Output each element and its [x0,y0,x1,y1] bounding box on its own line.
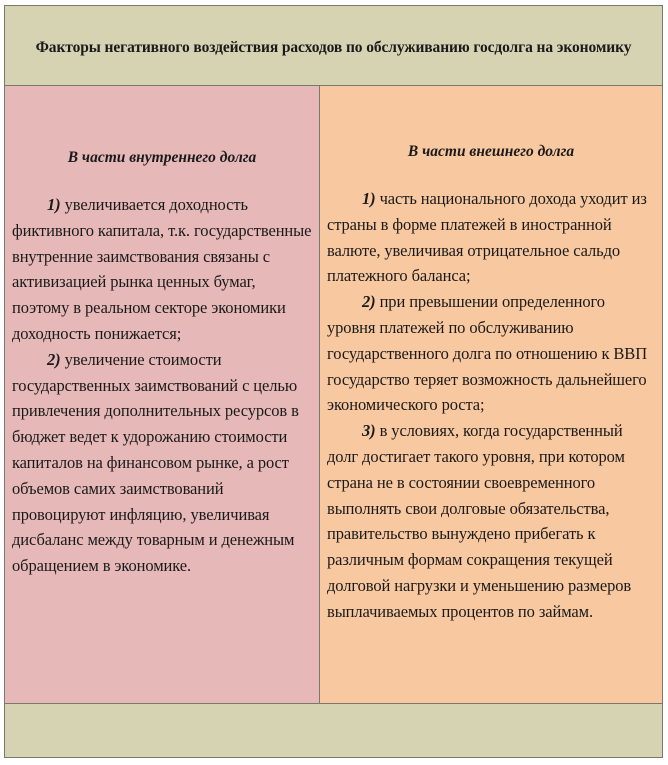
item-number: 1) [47,195,61,214]
list-item [12,347,313,579]
table-footer [5,703,662,757]
item-number: 2) [362,292,376,312]
item-text: при превышении определенного уровня платежей по обслуживанию государственного долга по отношению к ВВП государство теряет возможность дальнейшего экономического роста; [327,292,648,415]
item-number: 2) [47,349,61,369]
list-item [327,418,654,624]
item-text: увеличение стоимости государственных заимствований с целью привлечения дополнительных ресурсов в бюджет ведет к удорожанию стоимости капиталов на финансовом рынке, а рост объемов самих заимствований провоцируют инфляцию, увеличивая дисбаланс между товарным и денежным обращением в экономике. [12,349,299,576]
list-item [12,192,313,347]
internal-debt-column [5,86,320,703]
item-text: часть национального дохода уходит из страны в форме платежей в иностранной валюте, увеличивая отрицательное сальдо платежного баланса; [327,189,647,286]
list-item [327,186,654,289]
list-item [327,289,654,418]
item-text: в условиях, когда государственный долг достигает такого уровня, при котором страна не в состоянии своевременного выполнять свои долговые обязательства, правительство вынуждено прибегать к различным формам сокращения текущей долговой нагрузки и уменьшению размеров выплачиваемых процентов по займам. [327,421,632,621]
table-header [5,6,662,86]
item-number: 3) [362,421,376,441]
external-debt-heading: В части внешнего долга [407,143,575,160]
external-debt-list [327,186,654,625]
internal-debt-heading: В части внутреннего долга [67,149,257,166]
item-number: 1) [362,189,376,208]
external-debt-column [320,86,662,703]
internal-debt-list [12,192,313,579]
factors-table [4,5,663,758]
table-title: Факторы негативного воздействия расходов по обслуживанию госдолга на экономику [35,39,632,56]
item-text: увеличивается доходность фиктивного капитала, т.к. государственные внутренние заимствования связаны с активизацией рынка ценных бумаг, поэтому в реальном секторе экономики доходность понижается; [12,195,312,343]
